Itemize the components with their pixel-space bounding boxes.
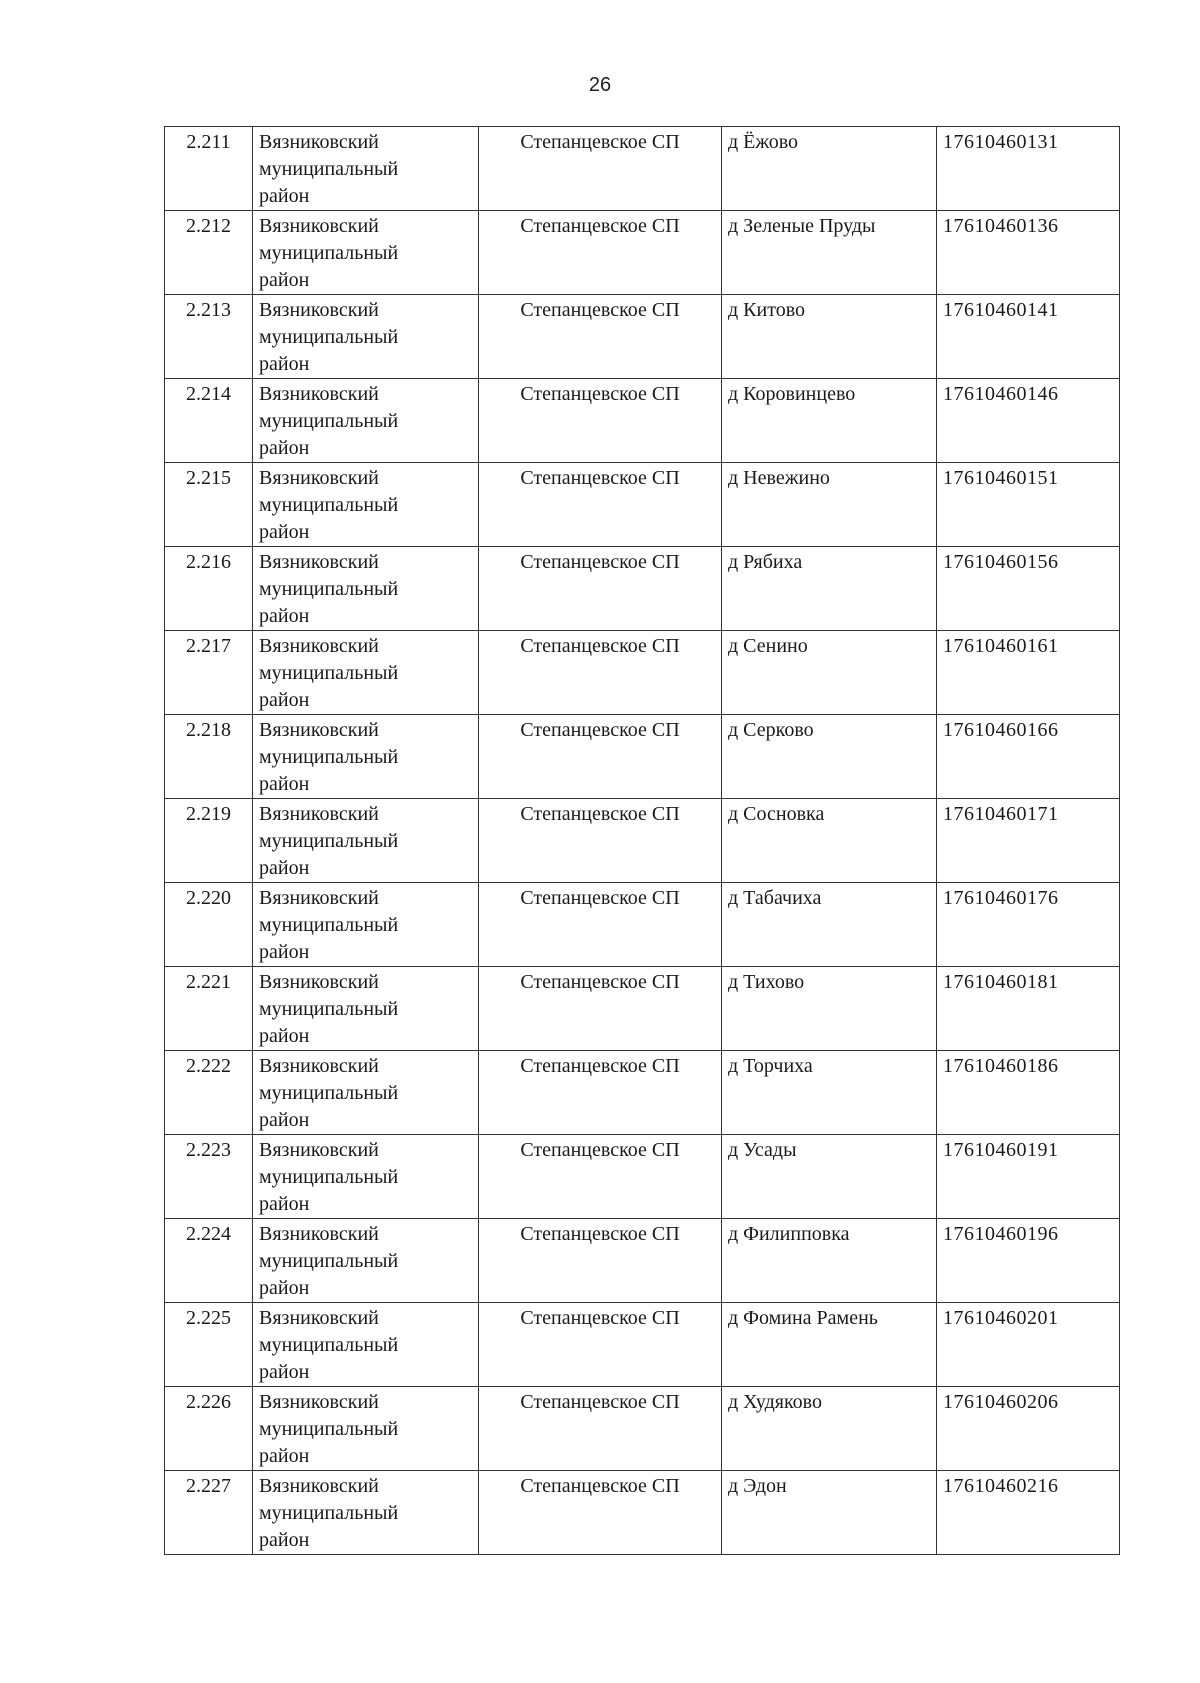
table-row [165,127,1120,211]
district-line-1: Вязниковский [259,1307,379,1329]
oktmo-code-cell: 17610460131 [937,127,1120,211]
oktmo-code-cell: 17610460216 [937,1471,1120,1555]
locality-table [164,126,1120,1555]
locality-cell: д Усады [722,1135,937,1219]
settlement-cell: Степанцевское СП [479,1303,722,1387]
district-line-2: муниципальный [259,914,399,936]
district-line-3: район [259,941,310,963]
locality-cell: д Тихово [722,967,937,1051]
locality-cell: д Сосновка [722,799,937,883]
table-row [165,1135,1120,1219]
district-line-2: муниципальный [259,410,399,432]
settlement-cell: Степанцевское СП [479,1219,722,1303]
row-number-cell: 2.224 [165,1219,253,1303]
district-line-2: муниципальный [259,1418,399,1440]
district-cell [253,211,479,295]
district-line-2: муниципальный [259,158,399,180]
district-line-3: район [259,605,310,627]
settlement-cell: Степанцевское СП [479,967,722,1051]
row-number-cell: 2.219 [165,799,253,883]
settlement-cell: Степанцевское СП [479,295,722,379]
oktmo-code-cell: 17610460181 [937,967,1120,1051]
district-line-2: муниципальный [259,662,399,684]
district-line-2: муниципальный [259,1502,399,1524]
district-line-1: Вязниковский [259,1055,379,1077]
settlement-cell: Степанцевское СП [479,631,722,715]
table-row [165,295,1120,379]
oktmo-code-cell: 17610460151 [937,463,1120,547]
district-cell [253,1051,479,1135]
oktmo-code-cell: 17610460201 [937,1303,1120,1387]
locality-cell: д Коровинцево [722,379,937,463]
settlement-cell: Степанцевское СП [479,211,722,295]
district-cell [253,547,479,631]
row-number-cell: 2.216 [165,547,253,631]
district-line-2: муниципальный [259,746,399,768]
row-number-cell: 2.223 [165,1135,253,1219]
table-row [165,379,1120,463]
locality-cell: д Табачиха [722,883,937,967]
locality-cell: д Сенино [722,631,937,715]
district-line-1: Вязниковский [259,635,379,657]
table-row [165,799,1120,883]
district-line-1: Вязниковский [259,383,379,405]
oktmo-code-cell: 17610460161 [937,631,1120,715]
settlement-cell: Степанцевское СП [479,883,722,967]
district-line-2: муниципальный [259,1082,399,1104]
settlement-cell: Степанцевское СП [479,1471,722,1555]
district-line-1: Вязниковский [259,971,379,993]
table-body [165,127,1120,1555]
settlement-cell: Степанцевское СП [479,715,722,799]
table-row [165,1387,1120,1471]
locality-cell: д Ёжово [722,127,937,211]
district-cell [253,715,479,799]
district-line-1: Вязниковский [259,551,379,573]
settlement-cell: Степанцевское СП [479,1051,722,1135]
district-line-2: муниципальный [259,1250,399,1272]
table-row [165,547,1120,631]
oktmo-code-cell: 17610460166 [937,715,1120,799]
locality-cell: д Серково [722,715,937,799]
district-line-3: район [259,353,310,375]
district-line-2: муниципальный [259,1166,399,1188]
oktmo-code-cell: 17610460196 [937,1219,1120,1303]
district-cell [253,1219,479,1303]
locality-cell: д Зеленые Пруды [722,211,937,295]
row-number-cell: 2.214 [165,379,253,463]
oktmo-code-cell: 17610460171 [937,799,1120,883]
table-row [165,211,1120,295]
district-line-3: район [259,773,310,795]
district-cell [253,1387,479,1471]
row-number-cell: 2.212 [165,211,253,295]
district-line-1: Вязниковский [259,467,379,489]
district-cell [253,463,479,547]
district-line-3: район [259,1529,310,1551]
oktmo-code-cell: 17610460176 [937,883,1120,967]
district-cell [253,883,479,967]
settlement-cell: Степанцевское СП [479,1387,722,1471]
settlement-cell: Степанцевское СП [479,463,722,547]
table-row [165,967,1120,1051]
district-line-3: район [259,437,310,459]
district-cell [253,1471,479,1555]
row-number-cell: 2.220 [165,883,253,967]
district-cell [253,967,479,1051]
district-line-1: Вязниковский [259,215,379,237]
district-line-3: район [259,1025,310,1047]
row-number-cell: 2.227 [165,1471,253,1555]
row-number-cell: 2.218 [165,715,253,799]
locality-cell: д Филипповка [722,1219,937,1303]
table-row [165,1219,1120,1303]
table-row [165,631,1120,715]
settlement-cell: Степанцевское СП [479,127,722,211]
row-number-cell: 2.222 [165,1051,253,1135]
district-cell [253,1303,479,1387]
table-row [165,1051,1120,1135]
district-line-2: муниципальный [259,578,399,600]
oktmo-code-cell: 17610460191 [937,1135,1120,1219]
oktmo-code-cell: 17610460206 [937,1387,1120,1471]
row-number-cell: 2.215 [165,463,253,547]
district-line-2: муниципальный [259,242,399,264]
district-line-1: Вязниковский [259,299,379,321]
table-row [165,463,1120,547]
district-line-2: муниципальный [259,326,399,348]
locality-cell: д Китово [722,295,937,379]
settlement-cell: Степанцевское СП [479,799,722,883]
district-cell [253,1135,479,1219]
locality-cell: д Худяково [722,1387,937,1471]
district-line-1: Вязниковский [259,131,379,153]
district-line-1: Вязниковский [259,1391,379,1413]
district-cell [253,127,479,211]
district-line-2: муниципальный [259,494,399,516]
locality-cell: д Невежино [722,463,937,547]
district-line-1: Вязниковский [259,1475,379,1497]
district-line-3: район [259,269,310,291]
district-line-1: Вязниковский [259,719,379,741]
district-line-2: муниципальный [259,830,399,852]
district-line-3: район [259,857,310,879]
district-cell [253,295,479,379]
oktmo-code-cell: 17610460186 [937,1051,1120,1135]
oktmo-code-cell: 17610460141 [937,295,1120,379]
district-line-3: район [259,1109,310,1131]
district-line-3: район [259,185,310,207]
district-line-3: район [259,1445,310,1467]
district-line-1: Вязниковский [259,1223,379,1245]
settlement-cell: Степанцевское СП [479,1135,722,1219]
oktmo-code-cell: 17610460156 [937,547,1120,631]
row-number-cell: 2.211 [165,127,253,211]
district-line-3: район [259,689,310,711]
district-cell [253,379,479,463]
row-number-cell: 2.226 [165,1387,253,1471]
table-row [165,883,1120,967]
row-number-cell: 2.225 [165,1303,253,1387]
oktmo-code-cell: 17610460146 [937,379,1120,463]
district-cell [253,631,479,715]
district-cell [253,799,479,883]
district-line-1: Вязниковский [259,803,379,825]
row-number-cell: 2.221 [165,967,253,1051]
settlement-cell: Степанцевское СП [479,547,722,631]
row-number-cell: 2.213 [165,295,253,379]
district-line-1: Вязниковский [259,887,379,909]
table-row [165,1303,1120,1387]
district-line-2: муниципальный [259,1334,399,1356]
district-line-3: район [259,1361,310,1383]
table-row [165,715,1120,799]
district-line-3: район [259,1193,310,1215]
page-number: 26 [588,74,612,96]
district-line-2: муниципальный [259,998,399,1020]
locality-cell: д Эдон [722,1471,937,1555]
row-number-cell: 2.217 [165,631,253,715]
district-line-3: район [259,1277,310,1299]
table-row [165,1471,1120,1555]
district-line-3: район [259,521,310,543]
oktmo-code-cell: 17610460136 [937,211,1120,295]
district-line-1: Вязниковский [259,1139,379,1161]
locality-cell: д Торчиха [722,1051,937,1135]
settlement-cell: Степанцевское СП [479,379,722,463]
locality-cell: д Рябиха [722,547,937,631]
locality-cell: д Фомина Рамень [722,1303,937,1387]
